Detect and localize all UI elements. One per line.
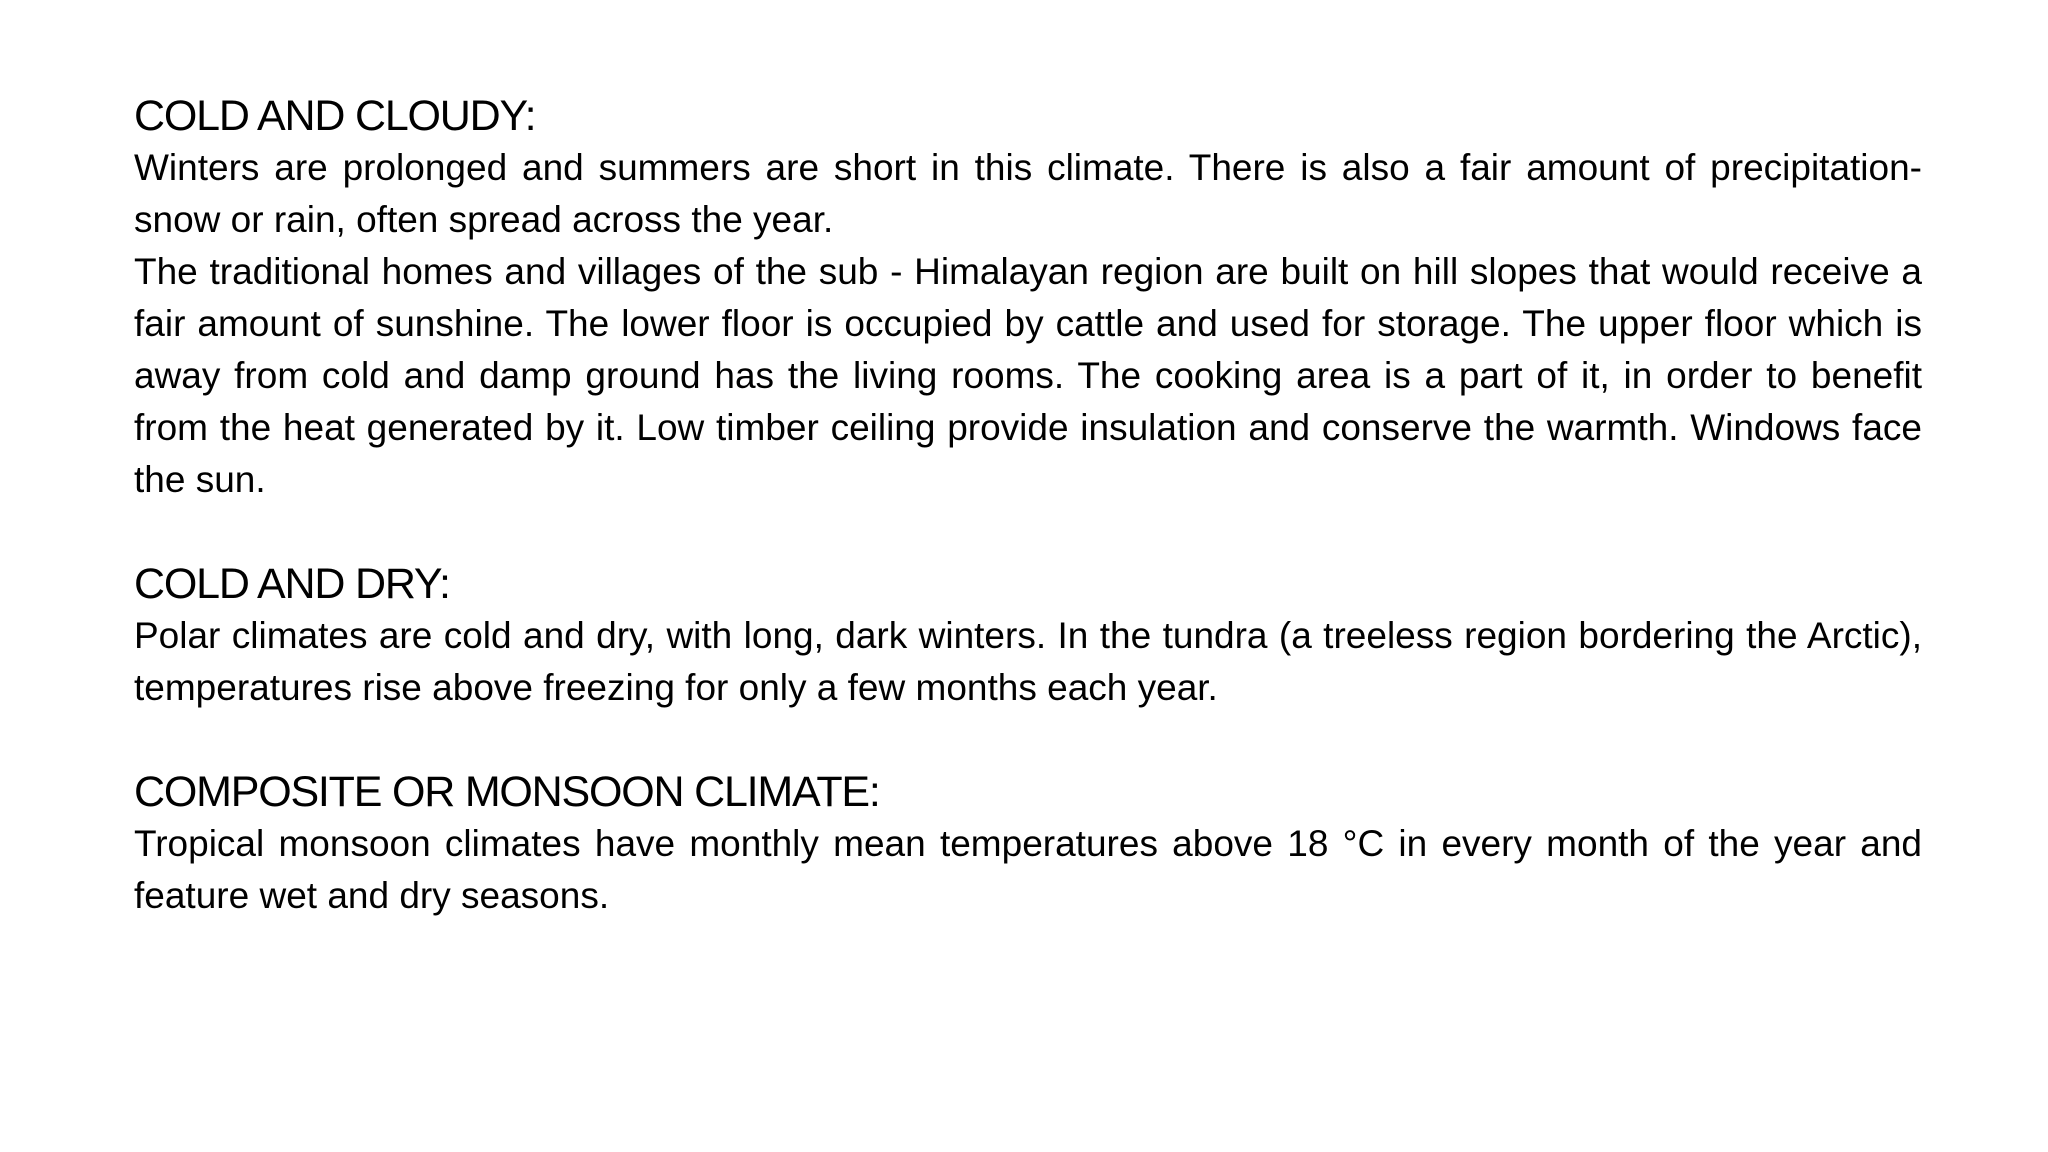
section-heading: COLD AND DRY: (134, 560, 450, 608)
section-paragraph: Winters are prolonged and summers are short in this climate. There is also a fair amount of precipitation- snow or rain, often spread across the year. (134, 147, 1922, 240)
section-paragraph: Tropical monsoon climates have monthly mean temperatures above 18 °C in every month of the year and feature wet and dry seasons. (134, 823, 1922, 916)
section-composite-monsoon (134, 766, 1922, 922)
section-cold-and-dry (134, 558, 1922, 714)
section-paragraph: The traditional homes and villages of the sub - Himalayan region are built on hill slopes that would receive a fair amount of sunshine. The lower floor is occupied by cattle and used for storage. The upper floor which is away from cold and damp ground has the living rooms. The cooking area is a part of it, in order to benefit from the heat generated by it. Low timber ceiling provide insulation and conserve the warmth. Windows face the sun. (134, 251, 1922, 500)
section-cold-and-cloudy (134, 90, 1922, 506)
section-heading: COLD AND CLOUDY: (134, 92, 536, 140)
section-spacer (134, 506, 1922, 558)
section-heading: COMPOSITE OR MONSOON CLIMATE: (134, 768, 880, 816)
section-spacer (134, 714, 1922, 766)
slide-content (134, 90, 1922, 922)
section-paragraph: Polar climates are cold and dry, with long, dark winters. In the tundra (a treeless region bordering the Arctic), temperatures rise above freezing for only a few months each year. (134, 615, 1922, 708)
